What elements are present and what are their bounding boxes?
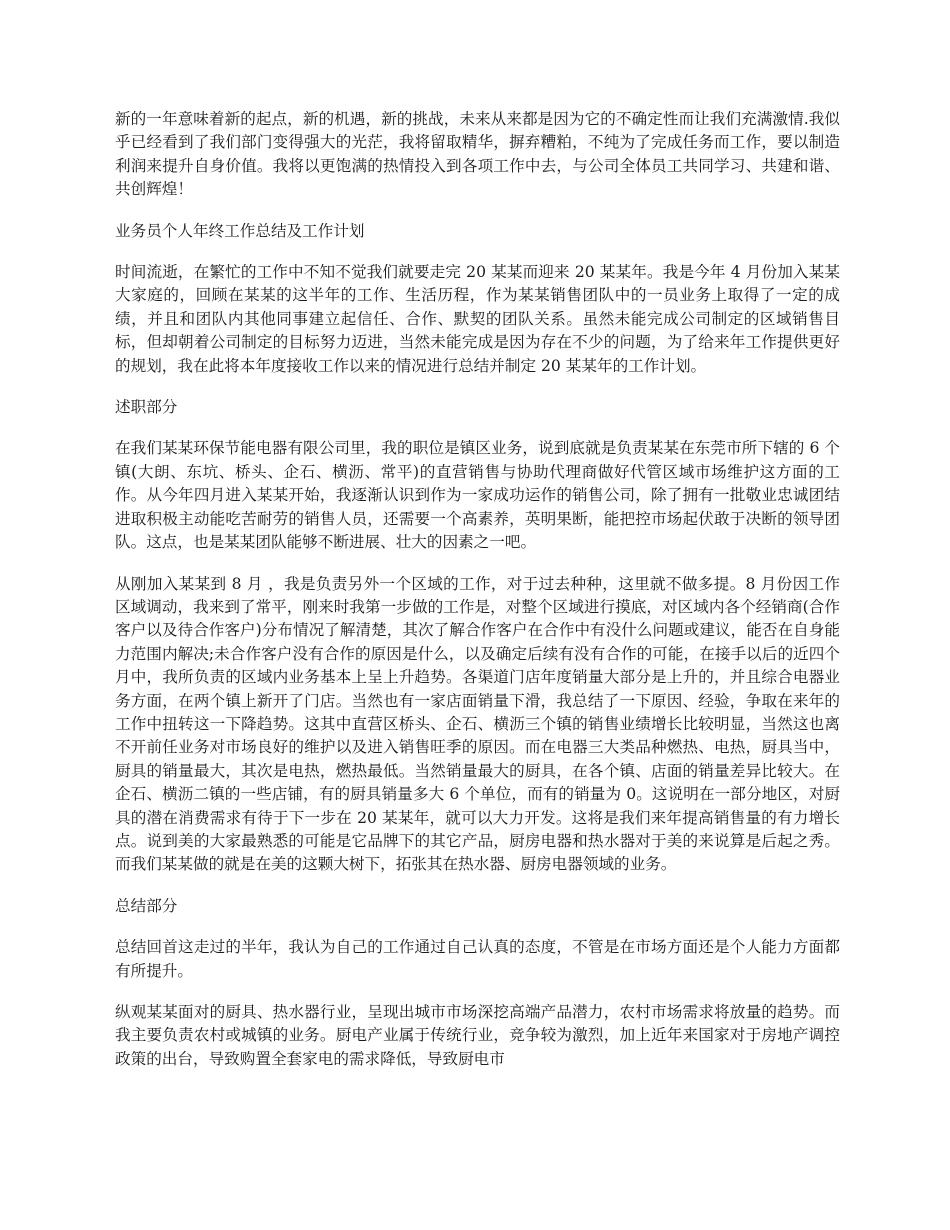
industry-paragraph: 纵观某某面对的厨具、热水器行业，呈现出城市市场深挖高端产品潜力，农村市场需求将放量的趋势。而我主要负责农村或城镇的业务。厨电产业属于传统行业，竞争较为激烈，加上近年来国家对于房地产调控政策的出台，导致购置全套家电的需求降低，导致厨电市 <box>115 1003 840 1068</box>
intro-paragraph: 新的一年意味着新的起点，新的机遇，新的挑战，未来从来都是因为它的不确定性而让我们充满激情.我似乎已经看到了我们部门变得强大的光茫，我将留取精华，摒弃糟粕，不纯为了完成任务而工作，要以制造利润来提升自身价值。我将以更饱满的热情投入到各项工作中去，与公司全体员工共同学习、共建和谐、共创辉煌！ <box>115 110 840 199</box>
summary-section-heading: 总结部分 <box>115 896 178 915</box>
summary-paragraph: 总结回首这走过的半年，我认为自己的工作通过自己认真的态度，不管是在市场方面还是个人能力方面都有所提升。 <box>115 938 840 980</box>
overview-paragraph: 时间流逝，在繁忙的工作中不知不觉我们就要走完 20 某某而迎来 20 某某年。我是今年 4 月份加入某某大家庭的，回顾在某某的这半年的工作、生活历程，作为某某销售团队中的一员业务上取得了一定的成绩，并且和团队内其他同事建立起信任、合作、默契的团队关系。虽然未能完成公司制定的区域销售目标，但却朝着公司制定的目标努力迈进，当然未能完成是因为存在不少的问题，为了给来年工作提供更好的规划，我在此将本年度接收工作以来的情况进行总结并制定 20 某某年的工作计划。 <box>115 263 840 375</box>
report-section-heading: 述职部分 <box>115 398 178 417</box>
section-title: 业务员个人年终工作总结及工作计划 <box>115 221 365 240</box>
document-page <box>115 108 840 1089</box>
role-paragraph: 在我们某某环保节能电器有限公司里，我的职位是镇区业务，说到底就是负责某某在东莞市所下辖的 6 个镇(大朗、东坑、桥头、企石、横沥、常平)的直营销售与协助代理商做好代管区域市场维护这方面的工作。从今年四月进入某某开始，我逐渐认识到作为一家成功运作的销售公司，除了拥有一批敬业忠诚团结进取积极主动能吃苦耐劳的销售人员，还需要一个高素养，英明果断，能把控市场起伏敢于决断的领导团队。这点，也是某某团队能够不断进展、壮大的因素之一吧。 <box>115 439 840 552</box>
work-detail-paragraph: 从刚加入某某到 8 月 ，我是负责另外一个区域的工作，对于过去种种，这里就不做多提。8 月份因工作区域调动，我来到了常平，刚来时我第一步做的工作是，对整个区域进行摸底，对区域内各个经销商(合作客户以及待合作客户)分布情况了解清楚，其次了解合作客户在合作中有没什么问题或建议，能否在自身能力范围内解决;未合作客户没有合作的原因是什么，以及确定后续有没有合作的可能，在接手以后的近四个月中，我所负责的区域内业务基本上呈上升趋势。各渠道门店年度销量大部分是上升的，并且综合电器业务方面，在两个镇上新开了门店。当然也有一家店面销量下滑，我总结了一下原因、经验，争取在来年的工作中扭转这一下降趋势。这其中直营区桥头、企石、横沥三个镇的销售业绩增长比较明显，当然这也离不开前任业务对市场良好的维护以及进入销售旺季的原因。而在电器三大类品种燃热、电热，厨具当中，厨具的销量最大，其次是电热，燃热最低。当然销量最大的厨具，在各个镇、店面的销量差异比较大。在企石、横沥二镇的一些店铺，有的厨具销量多大 6 个单位，而有的销量为 0。这说明在一部分地区，对厨具的潜在消费需求有待于下一步在 20 某某年，就可以大力开发。这将是我们来年提高销售量的有力增长点。说到美的大家最熟悉的可能是它品牌下的其它产品，厨房电器和热水器对于美的来说算是后起之秀。而我们某某做的就是在美的这颗大树下，拓张其在热水器、厨房电器领域的业务。 <box>115 574 840 874</box>
